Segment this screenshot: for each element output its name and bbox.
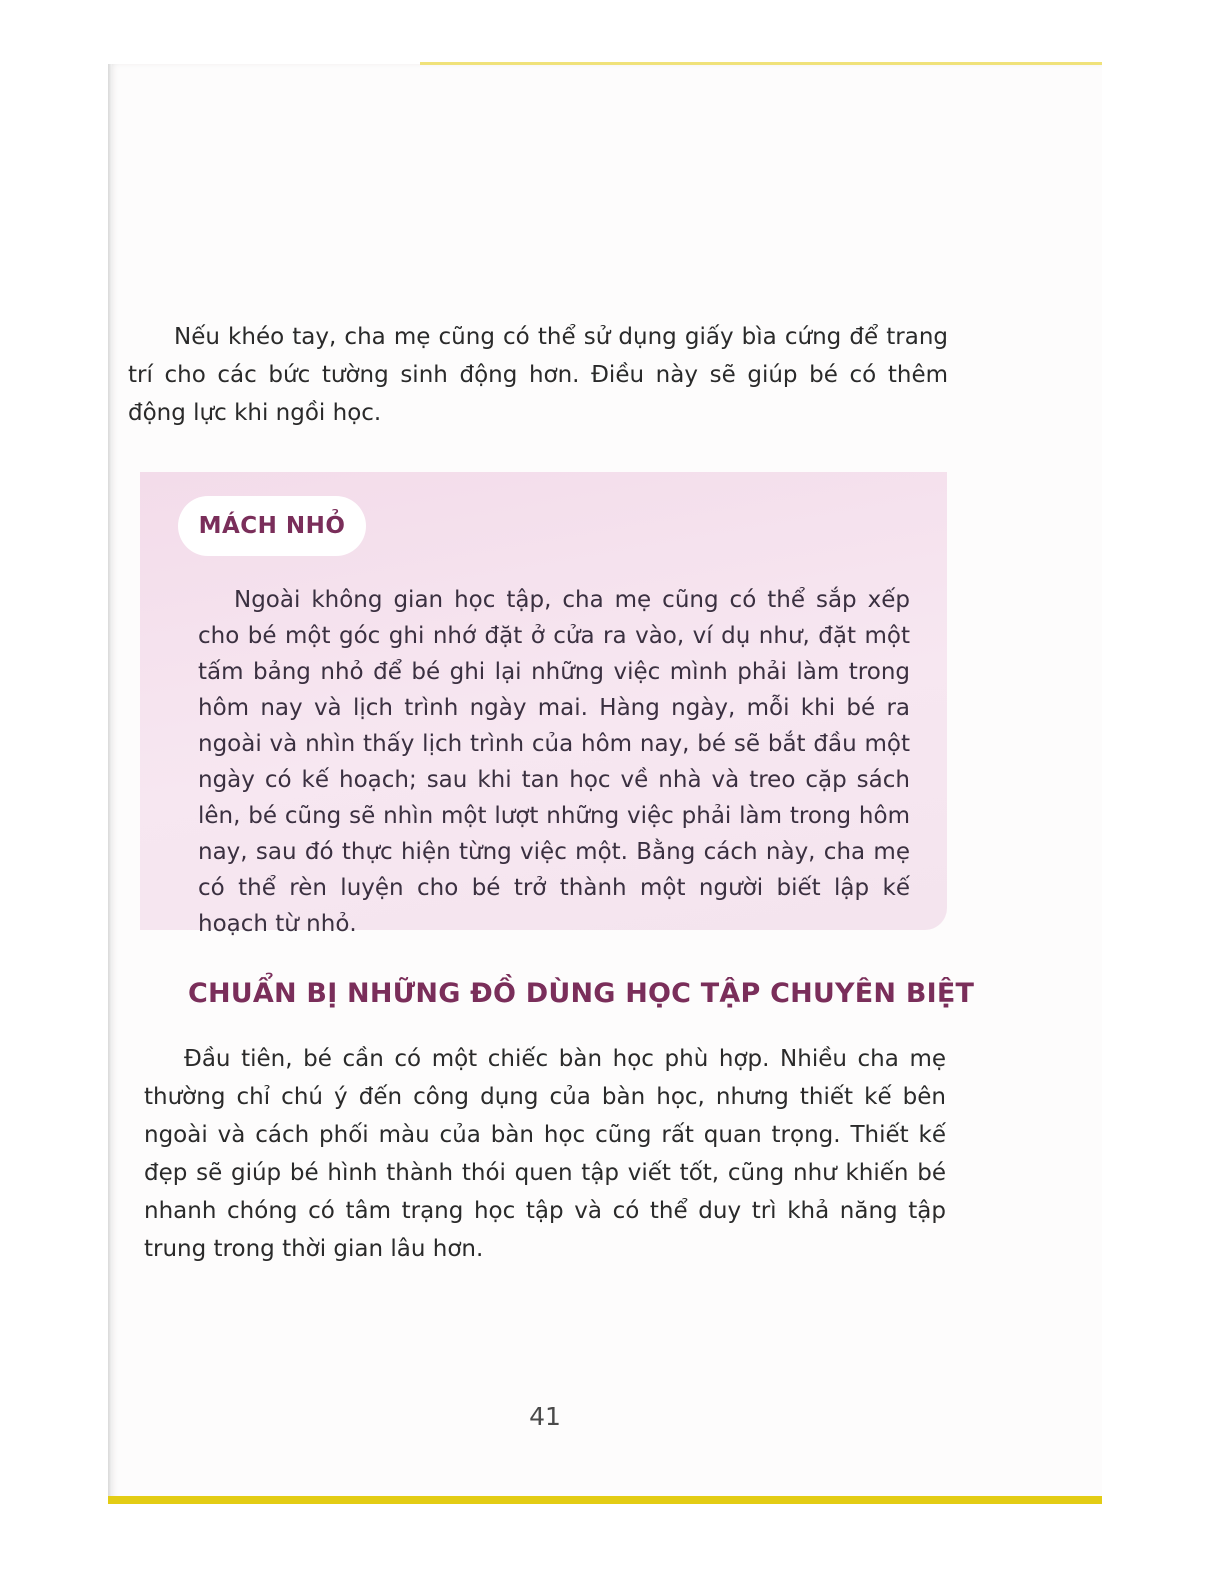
top-yellow-rule xyxy=(420,62,1102,65)
bottom-yellow-rule xyxy=(108,1496,1102,1504)
page-number: 41 xyxy=(529,1402,561,1431)
page-gutter-shadow xyxy=(108,64,112,1504)
section-heading: CHUẨN BỊ NHỮNG ĐỒ DÙNG HỌC TẬP CHUYÊN BIỆT xyxy=(188,978,975,1009)
tip-label: MÁCH NHỎ xyxy=(178,496,366,556)
intro-paragraph: Nếu khéo tay, cha mẹ cũng có thể sử dụng giấy bìa cứng để trang trí cho các bức tường sinh động hơn. Điều này sẽ giúp bé có thêm động lực khi ngồi học. xyxy=(128,324,948,426)
tip-paragraph: Ngoài không gian học tập, cha mẹ cũng có thể sắp xếp cho bé một góc ghi nhớ đặt ở cửa ra vào, ví dụ như, đặt một tấm bảng nhỏ để bé ghi lại những việc mình phải làm trong hôm nay và lịch trình ngày mai. Hàng ngày, mỗi khi bé ra ngoài và nhìn thấy lịch trình của hôm nay, bé sẽ bắt đầu một ngày có kế hoạch; sau khi tan học về nhà và treo cặp sách lên, bé cũng sẽ nhìn một lượt những việc phải làm trong hôm nay, sau đó thực hiện từng việc một. Bằng cách này, cha mẹ có thể rèn luyện cho bé trở thành một người biết lập kế hoạch từ nhỏ. xyxy=(198,587,910,937)
section-body-paragraph: Đầu tiên, bé cần có một chiếc bàn học phù hợp. Nhiều cha mẹ thường chỉ chú ý đến công dụng của bàn học, nhưng thiết kế bên ngoài và cách phối màu của bàn học cũng rất quan trọng. Thiết kế đẹp sẽ giúp bé hình thành thói quen tập viết tốt, cũng như khiến bé nhanh chóng có tâm trạng học tập và có thể duy trì khả năng tập trung trong thời gian lâu hơn. xyxy=(144,1046,946,1262)
